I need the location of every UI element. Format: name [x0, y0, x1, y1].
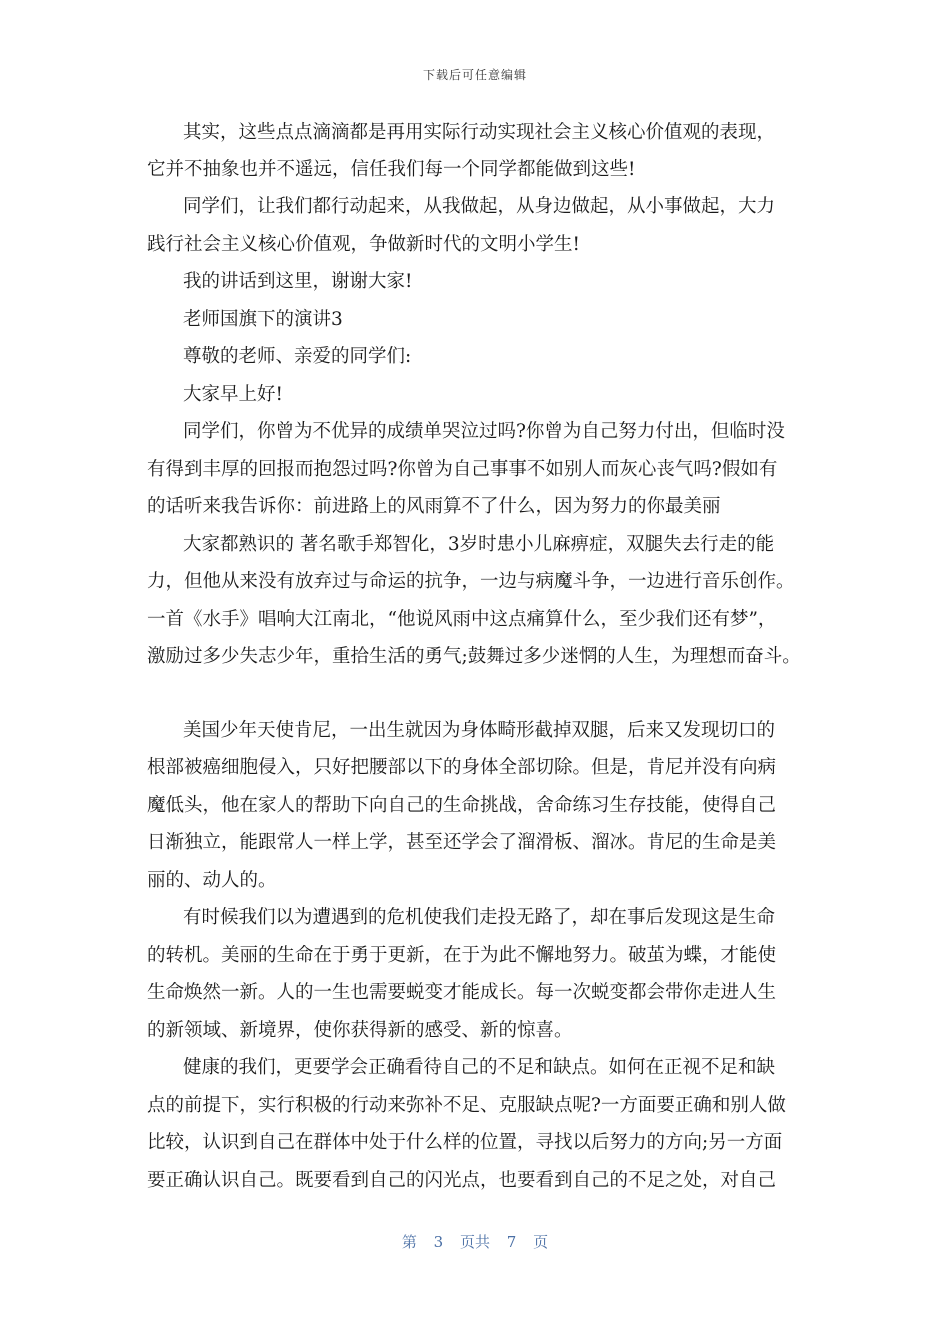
text-line: 的话听来我告诉你：前进路上的风雨算不了什么，因为努力的你最美丽	[147, 496, 721, 517]
text-line: 点的前提下，实行积极的行动来弥补不足、克服缺点呢?一方面要正确和别人做	[147, 1095, 786, 1116]
text-line: 魔低头，他在家人的帮助下向自己的生命挑战，舍命练习生存技能，使得自己	[147, 795, 777, 816]
total-page-count: 7	[506, 1233, 517, 1251]
text-line: 生命焕然一新。人的一生也需要蜕变才能成长。每一次蜕变都会带你走进人生	[147, 982, 777, 1003]
text-line: 日渐独立，能跟常人一样上学，甚至还学会了溜滑板、溜冰。肯尼的生命是美	[147, 832, 777, 853]
text-line: 美国少年天使肯尼，一出生就因为身体畸形截掉双腿，后来又发现切口的	[183, 720, 776, 741]
text-line: 其实，这些点点滴滴都是再用实际行动实现社会主义核心价值观的表现，	[183, 122, 776, 143]
text-line: 有得到丰厚的回报而抱怨过吗?你曾为自己事事不如别人而灰心丧气吗?假如有	[147, 459, 778, 480]
current-page-number: 3	[433, 1233, 444, 1251]
footer-prefix: 第	[401, 1233, 417, 1251]
page-footer	[0, 1231, 950, 1252]
footer-mid: 页共	[459, 1233, 490, 1251]
text-line: 根部被癌细胞侵入，只好把腰部以下的身体全部切除。但是，肯尼并没有向病	[147, 757, 777, 778]
text-line: 激励过多少失志少年，重拾生活的勇气;鼓舞过多少迷惘的人生，为理想而奋斗。	[147, 646, 801, 667]
text-line: 的新领域、新境界，使你获得新的感受、新的惊喜。	[147, 1020, 573, 1041]
text-line: 要正确认识自己。既要看到自己的闪光点，也要看到自己的不足之处，对自己	[147, 1170, 777, 1191]
text-line: 同学们，让我们都行动起来，从我做起，从身边做起，从小事做起，大力	[183, 196, 776, 217]
text-line: 有时候我们以为遭遇到的危机使我们走投无路了，却在事后发现这是生命	[183, 907, 776, 928]
text-line: 它并不抽象也并不遥远，信任我们每一个同学都能做到这些!	[147, 159, 636, 180]
footer-suffix: 页	[533, 1233, 549, 1251]
section-title: 老师国旗下的演讲3	[183, 309, 343, 330]
text-line: 丽的、动人的。	[147, 870, 277, 891]
text-line: 比较，认识到自己在群体中处于什么样的位置，寻找以后努力的方向;另一方面	[147, 1132, 783, 1153]
text-line: 力，但他从来没有放弃过与命运的抗争，一边与病魔斗争，一边进行音乐创作。	[147, 571, 795, 592]
text-line: 一首《水手》唱响大江南北，“他说风雨中这点痛算什么，至少我们还有梦”，	[147, 609, 777, 630]
salutation: 尊敬的老师、亲爱的同学们:	[183, 346, 412, 367]
text-line: 健康的我们，更要学会正确看待自己的不足和缺点。如何在正视不足和缺	[183, 1057, 776, 1078]
text-line: 大家都熟识的 著名歌手郑智化，3岁时患小儿麻痹症，双腿失去行走的能	[183, 534, 775, 555]
greeting: 大家早上好!	[183, 384, 283, 405]
text-line: 同学们，你曾为不优异的成绩单哭泣过吗?你曾为自己努力付出，但临时没	[183, 421, 785, 442]
page-header: 下载后可任意编辑	[422, 68, 527, 82]
text-line: 我的讲话到这里，谢谢大家!	[183, 271, 413, 292]
text-line: 的转机。美丽的生命在于勇于更新，在于为此不懈地努力。破茧为蝶，才能使	[147, 945, 777, 966]
text-line: 践行社会主义核心价值观，争做新时代的文明小学生!	[147, 234, 580, 255]
